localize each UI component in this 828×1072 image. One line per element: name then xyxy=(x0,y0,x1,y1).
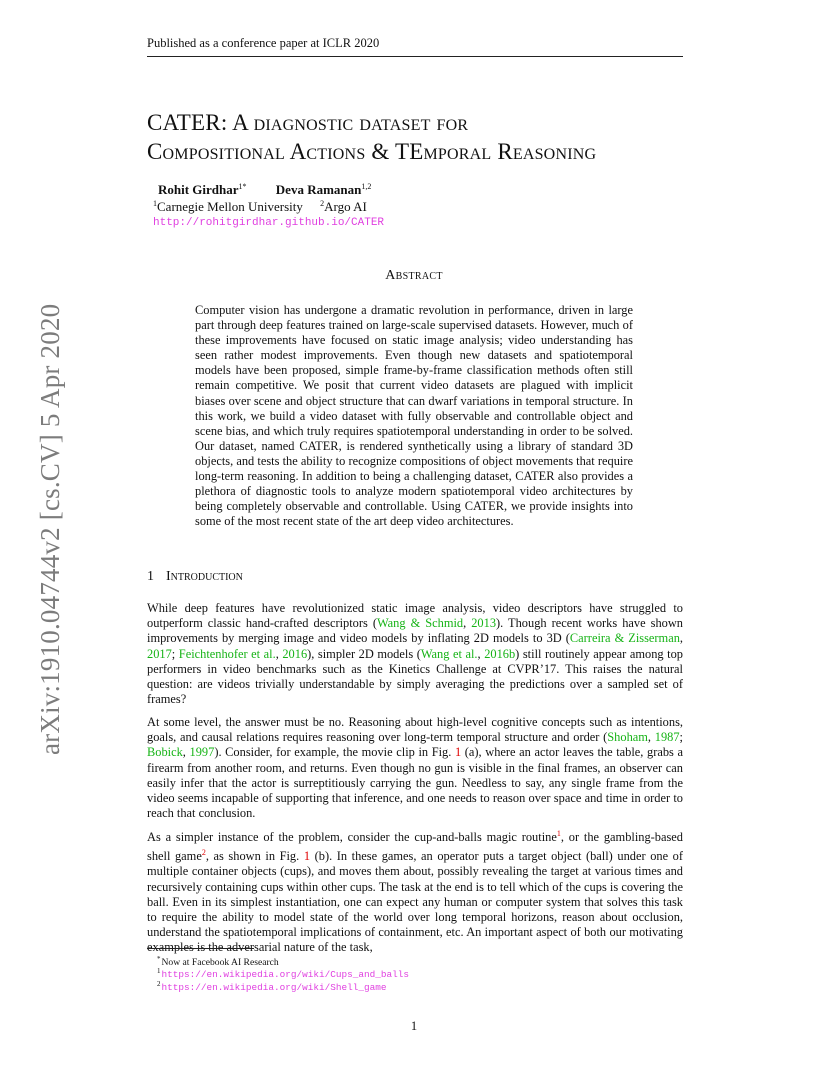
text-run: At some level, the answer must be no. Reasoning about high-level cognitive concepts such as intentions, goals, and causal relations requires reasoning over long-term temporal structure and order ( xyxy=(147,715,683,745)
text-run: (a), where an actor leaves the table, grabs a firearm from another room, and returns. Even though no gun is visible in the final frames, an observer can easily infer that the actor is surreptitiously carrying the gun. Needless to say, any single frame from the video seems incapable of supporting that inference, and one needs to reason over space and time in order to reach that conclusion. xyxy=(147,745,683,821)
paragraph-3 xyxy=(147,826,683,956)
text-run: (b). In these games, an operator puts a target object (ball) under one of multiple container objects (cups), and moves them about, possibly revealing the target at various times and recursively containing cups within other cups. The task at the end is to tell which of the cups is covering the ball. Even in its simplest instantiation, one can expect any human or computer system that solves this task to require the ability to model state of the world over long temporal horizons, reason about occlusion, understand the spatiotemporal implications of containment, etc. An important aspect of both our motivating examples is the adversarial nature of the task, xyxy=(147,849,683,955)
page-number: 1 xyxy=(410,1019,418,1033)
citation-link[interactable]: Carreira & Zisserman xyxy=(569,631,680,646)
text-run: ; xyxy=(171,646,179,661)
affiliation-1: Carnegie Mellon University xyxy=(157,199,303,214)
footnote-mark: * xyxy=(157,955,161,963)
affiliation-2: Argo AI xyxy=(324,199,367,214)
affiliation-1-sup: 1 xyxy=(153,199,157,208)
affiliations xyxy=(153,199,367,215)
author-2-name: Deva Ramanan xyxy=(275,182,362,197)
text-run: ), simpler 2D models ( xyxy=(307,646,421,661)
title-line-2: Compositional Actions & TEmporal Reasoning xyxy=(147,139,597,164)
citation-link[interactable]: Bobick xyxy=(147,745,183,760)
footnote-url-link[interactable]: https://en.wikipedia.org/wiki/Shell_game xyxy=(161,982,387,993)
project-url-link[interactable]: http://rohitgirdhar.github.io/CATER xyxy=(153,217,385,229)
author-1-name: Rohit Girdhar xyxy=(158,182,239,197)
author-2-sup: 1,2 xyxy=(361,182,372,191)
footnote-mark: 2 xyxy=(157,980,161,988)
citation-link[interactable]: 1997 xyxy=(189,745,215,760)
citation-link[interactable]: 1987 xyxy=(654,730,680,745)
footnote-mark: 1 xyxy=(157,967,161,975)
author-1-sup: 1* xyxy=(238,182,247,191)
footnote-2 xyxy=(157,978,387,994)
text-run: , xyxy=(647,730,655,745)
text-run: , xyxy=(182,745,190,760)
section-title: Introduction xyxy=(166,569,243,584)
text-run: , xyxy=(679,631,683,646)
title-line-1: CATER: A diagnostic dataset for xyxy=(147,110,469,135)
affiliation-2-sup: 2 xyxy=(320,199,325,208)
text-run: , xyxy=(477,646,485,661)
text-run: ) still routinely appear among top performers in video benchmarks such as the Kinetics Challenge at CVPR’17. This raises the natural question: are videos trivially understandable by simply averaging the predictions over a sampled set of frames? xyxy=(147,646,683,707)
text-run: , xyxy=(463,616,472,631)
footnote-divider xyxy=(147,948,254,949)
section-number: 1 xyxy=(147,569,154,584)
abstract-heading: Abstract xyxy=(385,268,443,283)
paragraph-2 xyxy=(147,715,683,821)
footnote-ref-link[interactable]: 2 xyxy=(201,848,206,858)
text-run: , or the gambling-based shell game xyxy=(147,830,684,864)
footnote-text: Now at Facebook AI Research xyxy=(161,957,279,968)
citation-link[interactable]: Wang & Schmid xyxy=(376,616,464,631)
text-run: ; xyxy=(679,730,683,745)
text-run: , xyxy=(275,646,283,661)
footnote-url-link[interactable]: https://en.wikipedia.org/wiki/Cups_and_balls xyxy=(161,969,410,980)
figure-ref-link[interactable]: 1 xyxy=(303,849,311,864)
citation-link[interactable]: Shoham xyxy=(607,730,648,745)
section-1-heading xyxy=(147,569,243,585)
citation-link[interactable]: 2017 xyxy=(147,646,172,661)
abstract-text: Computer vision has undergone a dramatic revolution in performance, driven in large part through deep features trained on large-scale supervised datasets. However, much of these improvements have focused on static image analysis; video understanding has seen rather modest improvements. Even though new datasets and spatiotemporal models have been proposed, simple frame-by-frame classification methods often still remain competitive. We posit that current video datasets are plagued with implicit biases over scene and object structure that can dwarf variations in temporal structure. In this work, we build a video dataset with fully observable and controllable object and scene bias, and which truly requires spatiotemporal understanding in order to be solved. Our dataset, named CATER, is rendered synthetically using a library of standard 3D objects, and tests the ability to recognize compositions of object movements that require long-term reasoning. In addition to being a challenging dataset, CATER also provides a plethora of diagnostic tools to analyze modern spatiotemporal video architectures by being completely observable and controllable. Using CATER, we provide insights into some of the most recent state of the art deep video architectures. xyxy=(195,303,633,529)
text-run: ). Consider, for example, the movie clip in Fig. xyxy=(214,745,455,760)
citation-link[interactable]: 2013 xyxy=(471,616,497,631)
figure-ref-link[interactable]: 1 xyxy=(454,745,462,760)
citation-link[interactable]: 2016 xyxy=(282,646,308,661)
text-run: , as shown in Fig. xyxy=(205,849,304,864)
footnote-ref-link[interactable]: 1 xyxy=(556,829,561,838)
citation-link[interactable]: 2016b xyxy=(484,646,516,661)
running-header: Published as a conference paper at ICLR 2020 xyxy=(147,36,683,57)
paragraph-1 xyxy=(147,601,683,707)
citation-link[interactable]: Wang et al. xyxy=(420,646,478,661)
author-list xyxy=(158,182,371,198)
text-run: While deep features have revolutionized static image analysis, video descriptors have struggled to outperform classic hand-crafted descriptors ( xyxy=(147,601,683,631)
paper-title xyxy=(147,108,707,166)
citation-link[interactable]: Feichtenhofer et al. xyxy=(178,646,276,661)
arxiv-stamp: arXiv:1910.04744v2 [cs.CV] 5 Apr 2020 xyxy=(35,303,65,755)
text-run: As a simpler instance of the problem, consider the cup-and-balls magic routine xyxy=(147,830,557,844)
text-run: ). Though recent works have shown improvements by merging image and video models by inflating 2D models to 3D ( xyxy=(147,616,683,646)
